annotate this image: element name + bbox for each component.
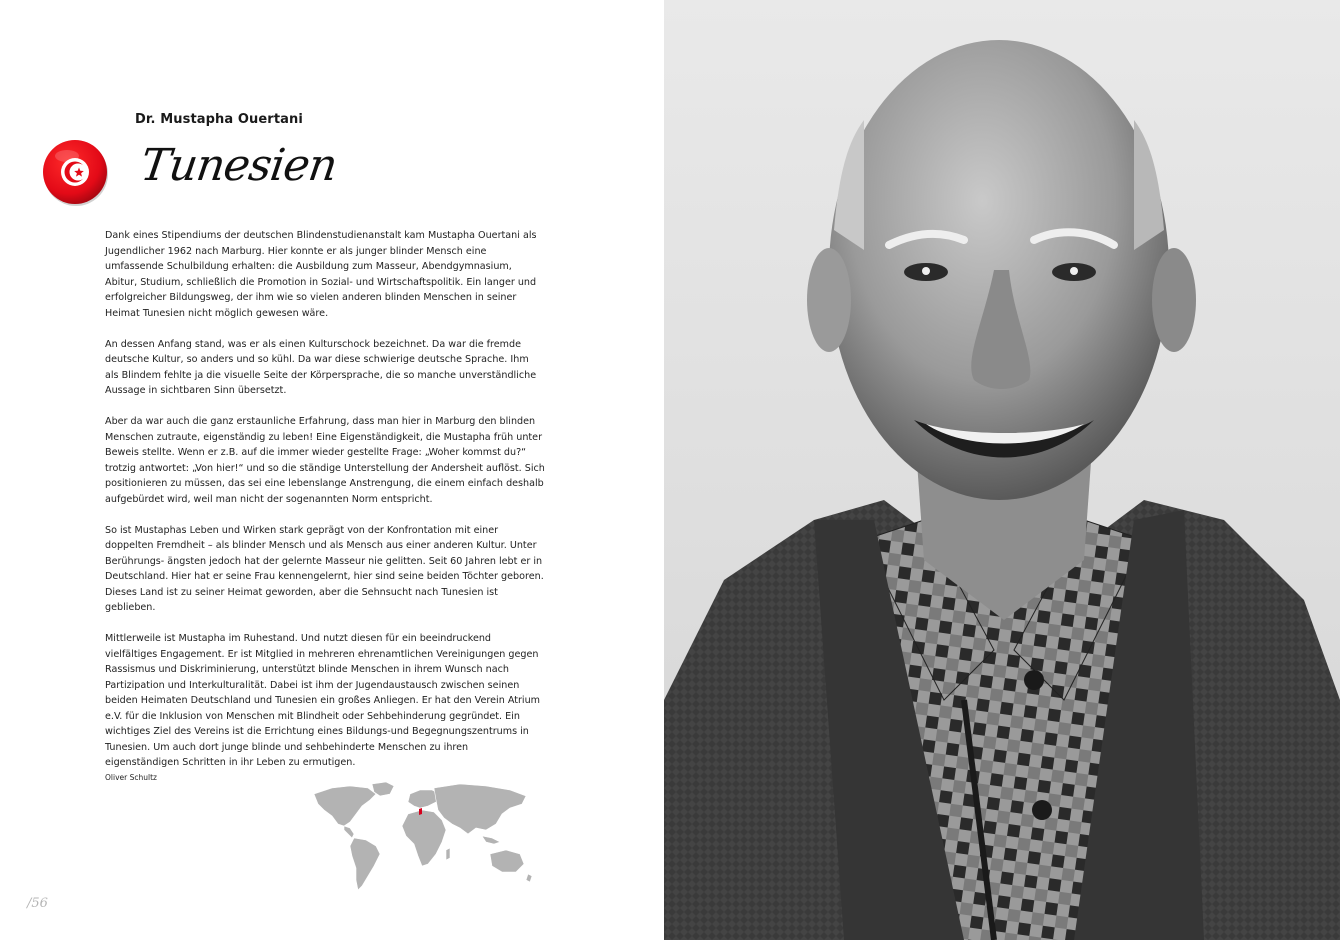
- left-page: [0, 0, 664, 940]
- article-paragraph: Dank eines Stipendiums der deutschen Blindenstudienanstalt kam Mustapha Ouertani als Jugendlicher 1962 nach Marburg. Hier konnte er als junger blinder Mensch eine umfassende Schulbildung erhalten: die Ausbildung zum Masseur, Abendgymnasium, Abitur, Studium, schließlich die Promotion in Sozial- und Wirtschaftspolitik. Ein langer und erfolgreicher Bildungsweg, der ihm wie so vielen anderen blinden Menschen in seiner Heimat Tunesien nicht möglich gewesen wäre.: [105, 230, 537, 319]
- portrait-photo: [664, 0, 1340, 940]
- article-paragraph: So ist Mustaphas Leben und Wirken stark geprägt von der Konfrontation mit einer doppelten Fremdheit – als blinder Mensch und als Mensch aus einer anderen Kultur. Unter Berührungs- ängsten jedoch hat der gelernte Masseur nie gelitten. Seit 60 Jahren lebt er in Deutschland. Hier hat er seine Frau kennengelernt, hier sind seine beiden Töchter geboren. Dieses Land ist zu seiner Heimat geworden, aber die Sehnsucht nach Tunesien ist geblieben.: [105, 524, 544, 613]
- country-title: Tunesien: [137, 140, 340, 191]
- tunisia-marker: [419, 808, 422, 815]
- article-body: [105, 228, 545, 784]
- tunisia-flag-icon: [41, 138, 109, 206]
- article-paragraph: Aber da war auch die ganz erstaunliche Erfahrung, dass man hier in Marburg den blinden Menschen zutraute, eigenständig zu leben! Eine Eigenständigkeit, die Mustapha früh unter Beweis stellte. Wenn er z.B. auf die immer wieder gestellte Frage: „Woher kommst du?“ trotzig antwortet: „Von hier!“ und so die ständige Unterstellung der Andersheit auflöst. Sich positionieren zu müssen, das sei eine lebenslange Anstrengung, die einem einfach deshalb aufgebürdet wird, weil man nicht der sogenannten Norm entspricht.: [105, 416, 545, 505]
- page-number: /56: [27, 896, 48, 911]
- article-author: Oliver Schultz: [105, 773, 157, 782]
- world-map-icon: [310, 780, 538, 898]
- article-paragraph: Mittlerweile ist Mustapha im Ruhestand. Und nutzt diesen für ein beeindruckend vielfältiges Engagement. Er ist Mitglied in mehreren ehrenamtlichen Vereinigungen gegen Rassismus und Diskriminierung, unterstützt blinde Menschen in ihrem Wunsch nach Partizipation und Interkulturalität. Dabei ist ihm der Jugendaustausch zwischen seinen beiden Heimaten Deutschland und Tunesien ein großes Anliegen. Er hat den Verein Atrium e.V. für die Inklusion von Menschen mit Blindheit oder Sehbehinderung gegründet. Ein wichtiges Ziel des Vereins ist die Errichtung eines Bildungs-und Begegnungszentrums in Tunesien. Um auch dort junge blinde und sehbehinderte Menschen zu ihren eigenständigen Schritten in ihr Leben zu ermutigen.: [105, 633, 541, 768]
- article-paragraph: An dessen Anfang stand, was er als einen Kulturschock bezeichnet. Da war die fremde deutsche Kultur, so anders und so kühl. Da war diese schwierige deutsche Sprache. Ihm als Blindem fehlte ja die visuelle Seite der Körpersprache, die so manche unverständliche Aussage in sichtbaren Sinn übersetzt.: [105, 338, 537, 396]
- portrait-illustration: [664, 0, 1340, 940]
- person-name: Dr. Mustapha Ouertani: [135, 112, 303, 127]
